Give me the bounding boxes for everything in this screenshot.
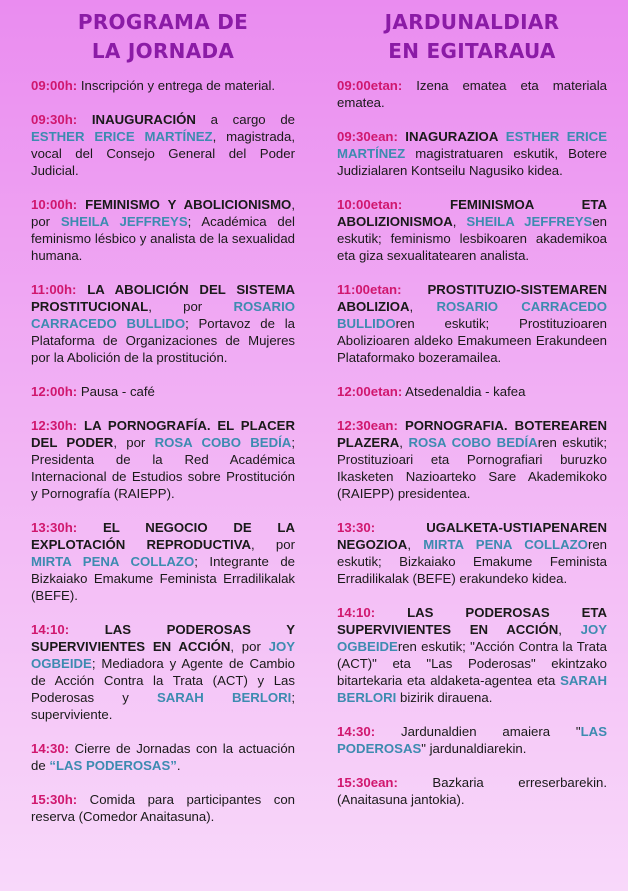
program-item bbox=[337, 774, 607, 808]
item-text bbox=[77, 520, 103, 535]
speaker-name: MIRTA PENA COLLAZO bbox=[423, 537, 588, 552]
item-title: INAGURAZIOA bbox=[405, 129, 499, 144]
program-item bbox=[31, 281, 295, 366]
item-text bbox=[77, 112, 92, 127]
program-item bbox=[31, 791, 295, 825]
item-text: , bbox=[452, 214, 467, 229]
item-title: LA ABOLICIÓN DEL SISTEMA PROSTITUCIONAL bbox=[31, 282, 295, 314]
item-text: ren eskutik; "Acción Contra la Trata (ACT)" eta "Las Poderosas" ekintzako bitartekaria eta aldaketa-agentea eta bbox=[337, 639, 607, 688]
item-time: 13:30h: bbox=[31, 520, 78, 535]
speaker-name: MIRTA PENA COLLAZO bbox=[31, 554, 195, 569]
item-title: PROSTITUZIO-SISTEMAREN ABOLIZIOA bbox=[337, 282, 607, 314]
item-text: , bbox=[558, 622, 581, 637]
item-title: FEMINISMO Y ABOLICIONISMO bbox=[85, 197, 292, 212]
item-text bbox=[69, 622, 105, 637]
item-time: 12:30h: bbox=[31, 418, 78, 433]
item-time: 15:30ean: bbox=[337, 775, 398, 790]
spanish-title: PROGRAMA DE LA JORNADA bbox=[77, 10, 249, 63]
item-text: Cierre de Jornadas con la actuación de bbox=[31, 741, 295, 773]
item-time: 09:00etan: bbox=[337, 78, 403, 93]
item-time: 12:00h: bbox=[31, 384, 78, 399]
speaker-name: JOY OGBEIDE bbox=[31, 639, 295, 671]
item-text: , magistrada, vocal del Consejo General del Poder Judicial. bbox=[31, 129, 295, 178]
item-title: LAS PODEROSAS ETA SUPERVIVIENTES EN ACCIÓN bbox=[337, 605, 607, 637]
program-item bbox=[337, 519, 607, 587]
item-text: ; Académica del feminismo lésbico y analista de la sexualidad humana. bbox=[31, 214, 295, 263]
speaker-name: ROSARIO CARRACEDO BULLIDO bbox=[337, 299, 607, 331]
item-time: 09:30ean: bbox=[337, 129, 398, 144]
program-item bbox=[31, 621, 295, 723]
item-text bbox=[402, 282, 428, 297]
item-text bbox=[398, 418, 405, 433]
item-time: 14:30: bbox=[31, 741, 70, 756]
speaker-name: ROSA COBO BEDÍA bbox=[154, 435, 292, 450]
item-text: ren eskutik; Bizkaiako Emakume Feminista Erradilikalak (BEFE) erakundeko kidea. bbox=[337, 537, 607, 586]
basque-title: JARDUNALDIAR EN EGITARAUA bbox=[384, 10, 560, 63]
item-text: ren eskutik; Prostituzioari eta Pornografiari buruzko Ikasketen Nazioarteko Sare Akademikoko (RAIEPP) presidentea. bbox=[337, 435, 608, 501]
item-title: PORNOGRAFIA. BOTEREAREN PLAZERA bbox=[337, 418, 607, 450]
item-text: Pausa - café bbox=[77, 384, 155, 399]
item-time: 14:10: bbox=[337, 605, 376, 620]
item-time: 10:00h: bbox=[31, 197, 78, 212]
program-item bbox=[31, 383, 295, 400]
basque-column bbox=[337, 0, 607, 825]
spanish-program-list bbox=[31, 77, 295, 825]
item-text bbox=[375, 520, 426, 535]
item-text: , por bbox=[251, 537, 295, 552]
program-item bbox=[31, 740, 295, 774]
item-time: 14:30: bbox=[337, 724, 376, 739]
item-text: Izena ematea eta materiala ematea. bbox=[337, 78, 607, 110]
item-text: . bbox=[176, 758, 181, 773]
item-title: LA PORNOGRAFÍA. EL PLACER DEL PODER bbox=[31, 418, 295, 450]
item-title: FEMINISMOA ETA ABOLIZIONISMOA bbox=[337, 197, 607, 229]
item-text: , por bbox=[31, 197, 295, 229]
item-time: 11:00etan: bbox=[337, 282, 402, 297]
item-time: 12:30ean: bbox=[337, 418, 398, 433]
speaker-name: SARAH BERLORI bbox=[156, 690, 292, 705]
item-text: ren eskutik; Prostituzioaren Abolizioaren aldeko Emakumeen Erakundeen Plataformako bozeramailea. bbox=[337, 316, 607, 365]
program-item bbox=[337, 77, 607, 111]
item-text: Inscripción y entrega de material. bbox=[77, 78, 276, 93]
speaker-name: “LAS PODEROSAS” bbox=[49, 758, 177, 773]
item-text: bizirik dirauena. bbox=[396, 690, 493, 705]
item-text: a cargo de bbox=[195, 112, 296, 127]
item-text: , bbox=[407, 537, 424, 552]
program-item bbox=[31, 417, 295, 502]
item-time: 13:30: bbox=[337, 520, 376, 535]
item-text bbox=[77, 197, 85, 212]
speaker-name: JOY OGBEIDE bbox=[337, 622, 608, 654]
item-text bbox=[498, 129, 505, 144]
item-time: 14:10: bbox=[31, 622, 70, 637]
spanish-column bbox=[31, 0, 295, 842]
speaker-name: ROSA COBO BEDÍA bbox=[408, 435, 538, 450]
item-text bbox=[402, 197, 450, 212]
speaker-name: LAS PODEROSAS bbox=[337, 724, 607, 756]
item-text: , por bbox=[113, 435, 155, 450]
program-item bbox=[337, 196, 607, 264]
item-text: ; Portavoz de la Plataforma de Organizaciones de Mujeres por la Abolición de la prostitución. bbox=[31, 316, 295, 365]
speaker-name: ESTHER ERICE MARTÍNEZ bbox=[31, 129, 213, 144]
program-item bbox=[337, 128, 607, 179]
program-item bbox=[337, 417, 607, 502]
program-item bbox=[337, 723, 607, 757]
program-item bbox=[31, 519, 295, 604]
item-text: ; Integrante de Bizkaiako Emakume Feminista Erradilikalak (BEFE). bbox=[31, 554, 295, 603]
item-text: , por bbox=[148, 299, 234, 314]
program-item bbox=[31, 111, 295, 179]
item-text: en eskutik; feminismo lesbikoaren akademikoa eta giza sexualitatearen analista. bbox=[337, 214, 608, 263]
item-text: ; Presidenta de la Red Académica Internacional de Estudios sobre Prostitución y Pornografía (RAIEPP). bbox=[31, 435, 295, 501]
item-title: EL NEGOCIO DE LA EXPLOTACIÓN REPRODUCTIVA bbox=[31, 520, 295, 552]
item-text: , bbox=[409, 299, 437, 314]
program-item bbox=[31, 196, 295, 264]
speaker-name: ESTHER ERICE MARTÍNEZ bbox=[337, 129, 607, 161]
item-text bbox=[375, 605, 407, 620]
item-text bbox=[76, 282, 87, 297]
program-item bbox=[337, 383, 607, 400]
program-item bbox=[31, 77, 295, 94]
basque-program-list bbox=[337, 77, 607, 808]
item-text: ; superviviente. bbox=[31, 690, 295, 722]
item-time: 12:00etan: bbox=[337, 384, 403, 399]
item-text: , bbox=[399, 435, 409, 450]
item-time: 09:30h: bbox=[31, 112, 78, 127]
item-title: UGALKETA-USTIAPENAREN NEGOZIOA bbox=[337, 520, 607, 552]
item-time: 11:00h: bbox=[31, 282, 77, 297]
item-text bbox=[77, 418, 84, 433]
item-title: LAS PODEROSAS Y SUPERVIVIENTES EN ACCIÓN bbox=[31, 622, 295, 654]
item-text: Jardunaldien amaiera " bbox=[375, 724, 581, 739]
item-time: 15:30h: bbox=[31, 792, 78, 807]
item-text: magistratuaren eskutik, Botere Judizialaren Kontseilu Nagusiko kidea. bbox=[337, 146, 607, 178]
speaker-name: ROSARIO CARRACEDO BULLIDO bbox=[31, 299, 295, 331]
item-text: , por bbox=[230, 639, 269, 654]
program-item bbox=[337, 604, 607, 706]
speaker-name: SARAH BERLORI bbox=[337, 673, 607, 705]
item-text: ; Mediadora y Agente de Cambio de Acción Contra la Trata (ACT) y Las Poderosas y bbox=[31, 656, 295, 705]
item-time: 10:00etan: bbox=[337, 197, 403, 212]
item-text: Atsedenaldia - kafea bbox=[402, 384, 526, 399]
item-title: INAUGURACIÓN bbox=[91, 112, 196, 127]
speaker-name: SHEILA JEFFREYS bbox=[60, 214, 188, 229]
item-text: Bazkaria erreserbarekin. (Anaitasuna jantokia). bbox=[337, 775, 607, 807]
speaker-name: SHEILA JEFFREYS bbox=[466, 214, 593, 229]
item-text: Comida para participantes con reserva (Comedor Anaitasuna). bbox=[31, 792, 295, 824]
item-time: 09:00h: bbox=[31, 78, 78, 93]
item-text: " jardunaldiarekin. bbox=[421, 741, 527, 756]
program-item bbox=[337, 281, 607, 366]
